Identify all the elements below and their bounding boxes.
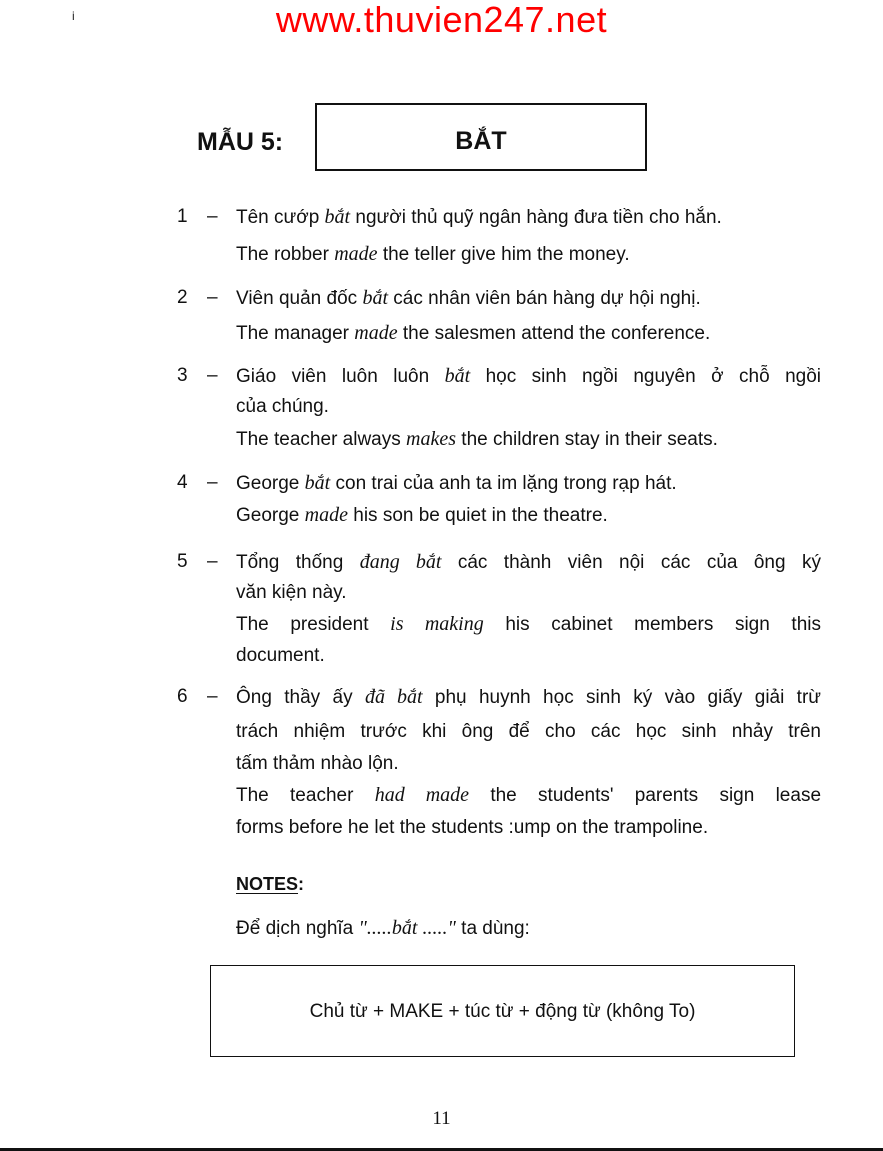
text-segment: học sinh ngồi nguyên ở chỗ ngồi (470, 366, 821, 387)
emphasis: had made (374, 784, 470, 806)
text-segment: Để dịch nghĩa (236, 918, 359, 939)
text-segment: The president (236, 614, 391, 635)
grammar-formula: Chủ từ + MAKE + túc từ + động từ (không To) (309, 1001, 696, 1022)
text-segment: the teller give him the money. (377, 244, 630, 265)
vietnamese-sentence (236, 683, 821, 712)
english-sentence (236, 781, 821, 810)
item-dash: – (207, 472, 218, 493)
emphasis: bắt (304, 472, 331, 494)
text-segment: The teacher always (236, 429, 407, 450)
item-dash: – (207, 287, 218, 308)
text-segment: các nhân viên bán hàng dự hội nghị. (388, 288, 701, 309)
item-dash: – (207, 551, 218, 572)
text-segment: Giáo viên luôn luôn (236, 366, 445, 387)
emphasis: ".....bắt ....." (358, 917, 456, 939)
english-sentence-cont: document. (236, 645, 325, 666)
item-number: 6 (177, 686, 188, 707)
item-number: 5 (177, 551, 188, 572)
vietnamese-sentence (236, 469, 821, 498)
emphasis: makes (406, 428, 457, 450)
english-sentence (236, 425, 821, 454)
text-segment: Tên cướp (236, 207, 325, 228)
vietnamese-sentence-cont: trách nhiệm trước khi ông để cho các học sinh nhảy trên (236, 721, 821, 742)
notes-heading (236, 871, 304, 897)
notes-heading-text: NOTES (236, 874, 299, 894)
english-sentence (236, 240, 821, 269)
notes-instruction (236, 914, 530, 943)
emphasis: made (354, 322, 398, 344)
text-segment: Viên quản đốc (236, 288, 363, 309)
item-number: 1 (177, 206, 188, 227)
emphasis: bắt (444, 365, 471, 387)
item-dash: – (207, 686, 218, 707)
item-dash: – (207, 206, 218, 227)
vietnamese-sentence (236, 362, 821, 391)
item-number: 2 (177, 287, 188, 308)
text-segment: The robber (236, 244, 335, 265)
vietnamese-sentence-cont: tấm thảm nhào lộn. (236, 753, 399, 774)
page-number: 11 (432, 1108, 451, 1129)
emphasis: is making (390, 613, 484, 635)
item-dash: – (207, 365, 218, 386)
emphasis: made (334, 243, 378, 265)
text-segment: ta dùng: (455, 918, 530, 939)
pattern-keyword: BẮT (455, 127, 507, 155)
vietnamese-sentence-cont: của chúng. (236, 396, 329, 417)
vietnamese-sentence (236, 548, 821, 577)
watermark-url[interactable]: www.thuvien247.net (275, 0, 608, 40)
emphasis: đang bắt (359, 551, 442, 573)
emphasis: đã bắt (364, 686, 423, 708)
text-segment: Ông thầy ấy (236, 687, 365, 708)
text-segment: George (236, 505, 305, 526)
text-segment: các thành viên nội các của ông ký (441, 552, 821, 573)
text-segment: the salesmen attend the conference. (397, 323, 711, 344)
emphasis: bắt (362, 287, 388, 309)
text-segment: the students' parents sign lease (469, 785, 822, 806)
text-segment: người thủ quỹ ngân hàng đưa tiền cho hắn. (350, 207, 722, 228)
text-segment: con trai của anh ta im lặng trong rạp hát. (330, 473, 677, 494)
notes-colon: : (298, 874, 305, 894)
text-segment: George (236, 473, 305, 494)
text-segment: The manager (236, 323, 355, 344)
english-sentence (236, 319, 821, 348)
text-segment: his son be quiet in the theatre. (347, 505, 608, 526)
english-sentence (236, 610, 821, 639)
emphasis: made (304, 504, 348, 526)
text-segment: Tổng thống (236, 552, 360, 573)
text-segment: phụ huynh học sinh ký vào giấy giải trừ (422, 687, 822, 708)
vietnamese-sentence-cont: văn kiện này. (236, 582, 347, 603)
item-number: 4 (177, 472, 188, 493)
pattern-label: MẪU 5: (197, 128, 284, 156)
vietnamese-sentence (236, 203, 821, 232)
english-sentence-cont: forms before he let the students :ump on the trampoline. (236, 817, 709, 838)
item-number: 3 (177, 365, 188, 386)
scan-speck: i (72, 9, 75, 23)
grammar-formula-box (210, 965, 795, 1057)
emphasis: bắt (324, 206, 351, 228)
text-segment: The teacher (236, 785, 375, 806)
english-sentence (236, 501, 821, 530)
text-segment: the children stay in their seats. (456, 429, 718, 450)
text-segment: his cabinet members sign this (483, 614, 821, 635)
vietnamese-sentence (236, 284, 821, 313)
